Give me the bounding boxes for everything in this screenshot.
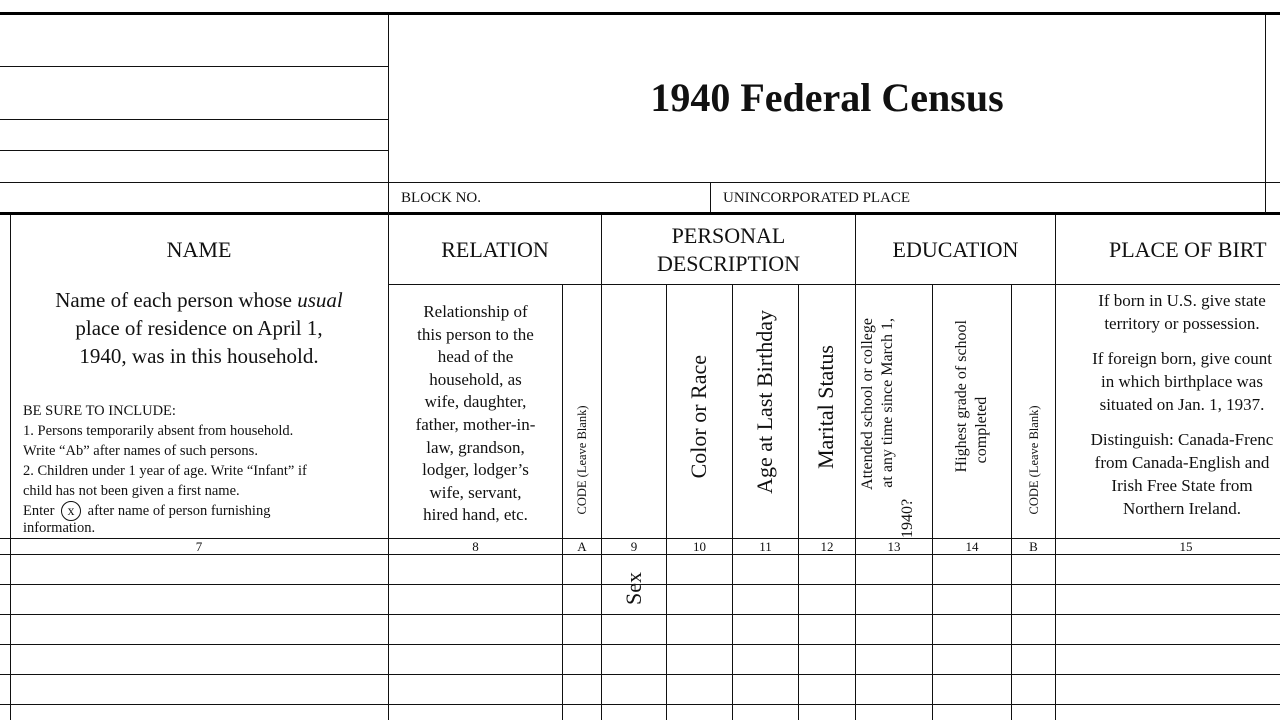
highest-grade-line1: Highest grade of school [953, 320, 970, 473]
birthplace-p3c: Irish Free State from [1111, 476, 1253, 495]
name-instruction-line2: place of residence on April 1, [75, 316, 323, 340]
top-border [0, 12, 1280, 15]
unincorporated-place-label: UNINCORPORATED PLACE [723, 190, 911, 206]
birthplace-p3a: Distinguish: Canada-Frenc [1090, 430, 1274, 449]
column-rule [601, 215, 602, 720]
header-rule [0, 119, 389, 120]
relation-instruction-line: this person to the [417, 324, 534, 344]
column-number: 14 [965, 539, 979, 554]
birthplace-p2a: If foreign born, give count [1092, 349, 1272, 368]
column-rule [562, 284, 563, 720]
school-attendance-line2: at any time since March 1, [879, 318, 896, 488]
birthplace-p1a: If born in U.S. give state [1098, 291, 1266, 310]
section-relation: RELATION [441, 237, 549, 262]
name-instruction-text: Name of each person whose [55, 288, 298, 312]
header-rule [0, 150, 389, 151]
section-education: EDUCATION [892, 237, 1019, 262]
name-instruction-line3: 1940, was in this household. [79, 344, 319, 368]
section-place-of-birth: PLACE OF BIRT [1109, 237, 1267, 262]
include-item-2b: child has not been given a first name. [23, 483, 240, 499]
section-personal-line2: DESCRIPTION [656, 251, 800, 276]
circled-x-mark: x [61, 501, 81, 521]
include-item-1b: Write “Ab” after names of such persons. [23, 443, 258, 459]
column-number: B [1029, 539, 1038, 554]
relation-instruction-line: wife, daughter, [424, 392, 527, 412]
column-rule [666, 284, 667, 720]
column-number: 9 [630, 539, 638, 554]
relation-instruction-line: head of the [437, 347, 514, 367]
include-information: information. [23, 520, 96, 536]
include-item-1a: 1. Persons temporarily absent from household. [23, 423, 294, 439]
include-item-2a: 2. Children under 1 year of age. Write “Infant” if [23, 463, 307, 479]
relation-instruction-line: wife, servant, [429, 482, 522, 502]
birthplace-instructions [1062, 289, 1280, 520]
relation-instruction-line: household, as [429, 369, 522, 389]
column-rule [855, 215, 856, 720]
column-rule [932, 284, 933, 720]
entry-row-rule [0, 614, 1280, 615]
school-attendance-line3: 1940? [899, 498, 916, 538]
column-number: A [577, 539, 587, 554]
highest-grade-header [952, 320, 992, 540]
relation-instruction-line: law, grandson, [426, 437, 525, 457]
code-b-header: CODE (Leave Blank) [1027, 405, 1041, 515]
name-instruction-emphasis: usual [297, 288, 343, 312]
color-race-header: Color or Race [686, 355, 711, 479]
section-border [0, 212, 1280, 215]
section-rule [389, 284, 1280, 285]
column-rule [1011, 284, 1012, 720]
column-number: 13 [887, 539, 901, 554]
relation-instructions [389, 301, 562, 527]
column-number: 7 [195, 539, 203, 554]
section-personal-description [602, 222, 855, 278]
school-attendance-line1: Attended school or college [859, 318, 876, 490]
column-number: 12 [820, 539, 834, 554]
section-name: NAME [166, 237, 232, 262]
birthplace-p2c: situated on Jan. 1, 1937. [1099, 395, 1265, 414]
birthplace-p2b: in which birthplace was [1101, 372, 1263, 391]
age-header: Age at Last Birthday [752, 310, 777, 494]
sex-header: Sex [621, 572, 646, 605]
relation-instruction-line: father, mother-in- [415, 414, 536, 434]
birthplace-p1b: territory or possession. [1104, 314, 1260, 333]
header-rule [0, 66, 389, 67]
relation-instruction-line: Relationship of [423, 302, 528, 321]
relation-instruction-line: hired hand, etc. [423, 505, 528, 525]
highest-grade-line2: completed [973, 396, 990, 464]
name-instruction-line1 [10, 286, 388, 314]
birthplace-p3b: from Canada-English and [1094, 453, 1270, 472]
entry-row-rule [0, 674, 1280, 675]
column-rule [1055, 215, 1056, 720]
column-rule [1265, 15, 1266, 213]
column-number: 10 [693, 539, 706, 554]
marital-status-header: Marital Status [813, 345, 838, 470]
be-sure-heading: BE SURE TO INCLUDE: [23, 403, 176, 419]
column-rule [710, 182, 711, 212]
column-number: 8 [472, 539, 479, 554]
section-personal-line1: PERSONAL [671, 223, 786, 248]
be-sure-to-include [23, 401, 307, 538]
enter-after-text: after name of person furnishing [87, 503, 271, 519]
header-rule [0, 182, 1280, 183]
column-number: 15 [1179, 539, 1193, 554]
name-instruction-main [10, 286, 388, 370]
code-a-header: CODE (Leave Blank) [575, 405, 589, 515]
entry-row-rule [0, 644, 1280, 645]
school-attendance-header [858, 318, 918, 538]
block-no-label: BLOCK NO. [401, 190, 482, 206]
enter-text: Enter [23, 503, 55, 519]
column-rule [798, 284, 799, 720]
column-rule [732, 284, 733, 720]
entry-row-rule [0, 704, 1280, 705]
form-title: 1940 Federal Census [650, 75, 1004, 120]
birthplace-p3d: Northern Ireland. [1122, 499, 1241, 518]
relation-instruction-line: lodger, lodger’s [422, 460, 529, 480]
column-number: 11 [759, 539, 772, 554]
